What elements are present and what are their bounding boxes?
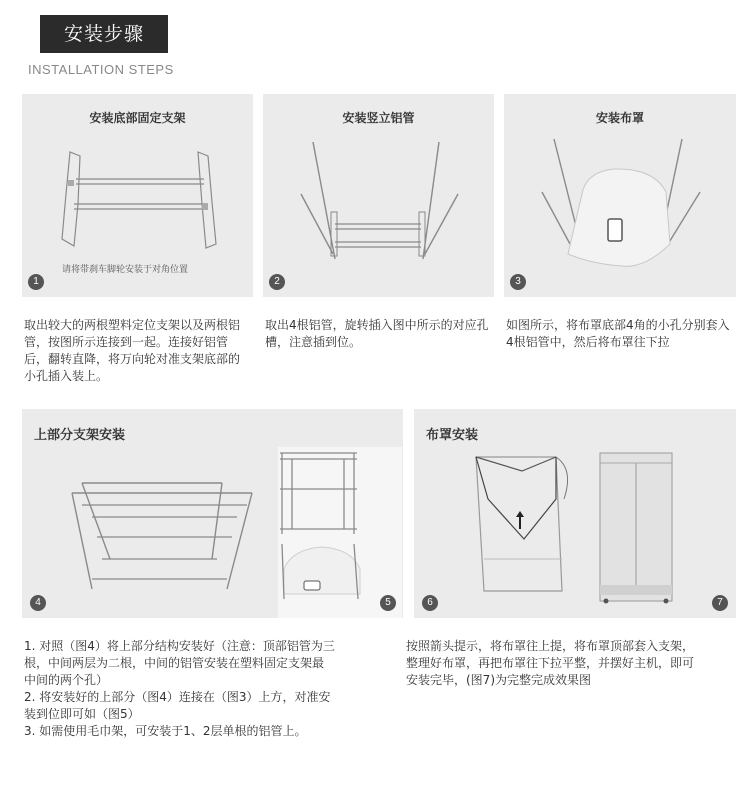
- upper-frame-line-3: 中间的两个孔）: [24, 673, 109, 687]
- upper-frame-illustration: [22, 409, 403, 618]
- upper-frame-line-5: 装到位即可如（图5）: [24, 707, 140, 721]
- cover-panel: [414, 409, 736, 618]
- step-2-panel: [263, 94, 494, 297]
- upper-frame-line-4: 2. 将安装好的上部分（图4）连接在（图3）上方，对准安: [24, 690, 331, 704]
- upper-frame-line-1: 1. 对照（图4）将上部分结构安装好（注意：顶部铝管为三: [24, 639, 335, 653]
- cover-line-3: 安装完毕，(图7)为完整完成效果图: [406, 673, 591, 687]
- cover-fitting-illustration: [414, 409, 736, 618]
- cover-installation-illustration: [504, 94, 736, 297]
- cover-title: 布罩安装: [426, 428, 479, 443]
- cover-line-1: 按照箭头提示，将布罩往上提，将布罩顶部套入支架，: [406, 639, 695, 653]
- cover-line-2: 整理好布罩，再把布罩往下拉平整，并摆好主机，即可: [406, 656, 695, 670]
- upper-frame-title: 上部分支架安装: [34, 428, 126, 443]
- step-3-badge: 3: [510, 274, 526, 290]
- figure-5-badge: 5: [380, 595, 396, 611]
- vertical-tubes-illustration: [263, 94, 494, 297]
- figure-6-badge: 6: [422, 595, 438, 611]
- step-2-badge: 2: [269, 274, 285, 290]
- step-1-badge: 1: [28, 274, 44, 290]
- step-3-title: 安装布罩: [595, 111, 644, 125]
- step-2-description: 取出4根铝管，旋转插入图中所示的对应孔槽，注意插到位。: [265, 318, 489, 349]
- step-3-description: 如图所示，将布罩底部4角的小孔分别套入4根铝管中，然后将布罩往下拉: [506, 318, 730, 349]
- upper-frame-line-6: 3. 如需使用毛巾架，可安装于1、2层单根的铝管上。: [24, 724, 307, 738]
- upper-frame-panel: [22, 409, 403, 618]
- step-1-title: 安装底部固定支架: [89, 111, 186, 125]
- cover-description: [406, 638, 746, 689]
- section-title: 安装步骤: [40, 15, 168, 53]
- section-subtitle: INSTALLATION STEPS: [28, 62, 174, 77]
- step-1-caption: 请将带刹车脚轮安装于对角位置: [62, 265, 189, 275]
- step-1-panel: [22, 94, 253, 297]
- figure-4-badge: 4: [30, 595, 46, 611]
- figure-7-badge: 7: [712, 595, 728, 611]
- step-1-description: 取出较大的两根塑料定位支架以及两根铝管，按图所示连接到一起。连接好铝管后，翻转直降，将万向轮对准支架底部的小孔插入装上。: [24, 318, 241, 383]
- step-3-panel: [504, 94, 736, 297]
- step-2-title: 安装竖立铝管: [342, 111, 415, 125]
- upper-frame-line-2: 根，中间两层为二根，中间的铝管安装在塑料固定支架最: [24, 656, 325, 670]
- upper-frame-description: [24, 638, 404, 740]
